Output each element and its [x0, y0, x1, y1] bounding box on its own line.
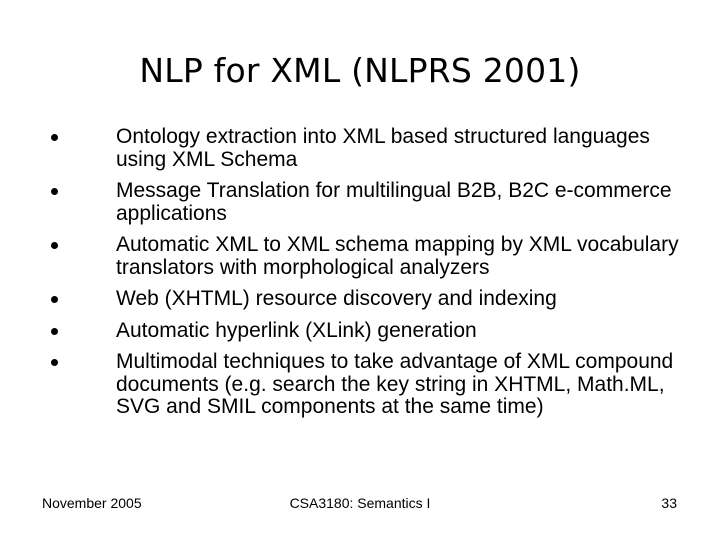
bullet-item [44, 320, 684, 343]
slide-title: NLP for XML (NLPRS 2001) [139, 51, 581, 90]
bullet-item [44, 351, 684, 419]
bullet-item [44, 180, 684, 225]
bullet-text: Message Translation for multilingual B2B, B2C e-commerce applications [116, 179, 672, 225]
bullet-list [44, 126, 684, 428]
bullet-text: Multimodal techniques to take advantage of XML compound documents (e.g. search the key string in XHTML, Math.ML, SVG and SMIL components at the same time) [116, 350, 674, 418]
bullet-text: Web (XHTML) resource discovery and indexing [116, 287, 557, 310]
bullet-item [44, 126, 684, 171]
bullet-dot-icon [51, 134, 58, 141]
bullet-dot-icon [51, 328, 58, 335]
bullet-dot-icon [51, 359, 58, 366]
bullet-dot-icon [51, 242, 58, 249]
bullet-text: Ontology extraction into XML based structured languages using XML Schema [116, 125, 650, 171]
bullet-item [44, 288, 684, 311]
bullet-dot-icon [51, 296, 58, 303]
bullet-dot-icon [51, 188, 58, 195]
bullet-text: Automatic XML to XML schema mapping by XML vocabulary translators with morphological analyzers [116, 233, 679, 279]
footer-date: November 2005 [42, 495, 142, 511]
bullet-text: Automatic hyperlink (XLink) generation [116, 318, 477, 342]
footer-course: CSA3180: Semantics I [289, 495, 431, 511]
footer-page-number: 33 [661, 495, 677, 511]
bullet-item [44, 234, 684, 279]
